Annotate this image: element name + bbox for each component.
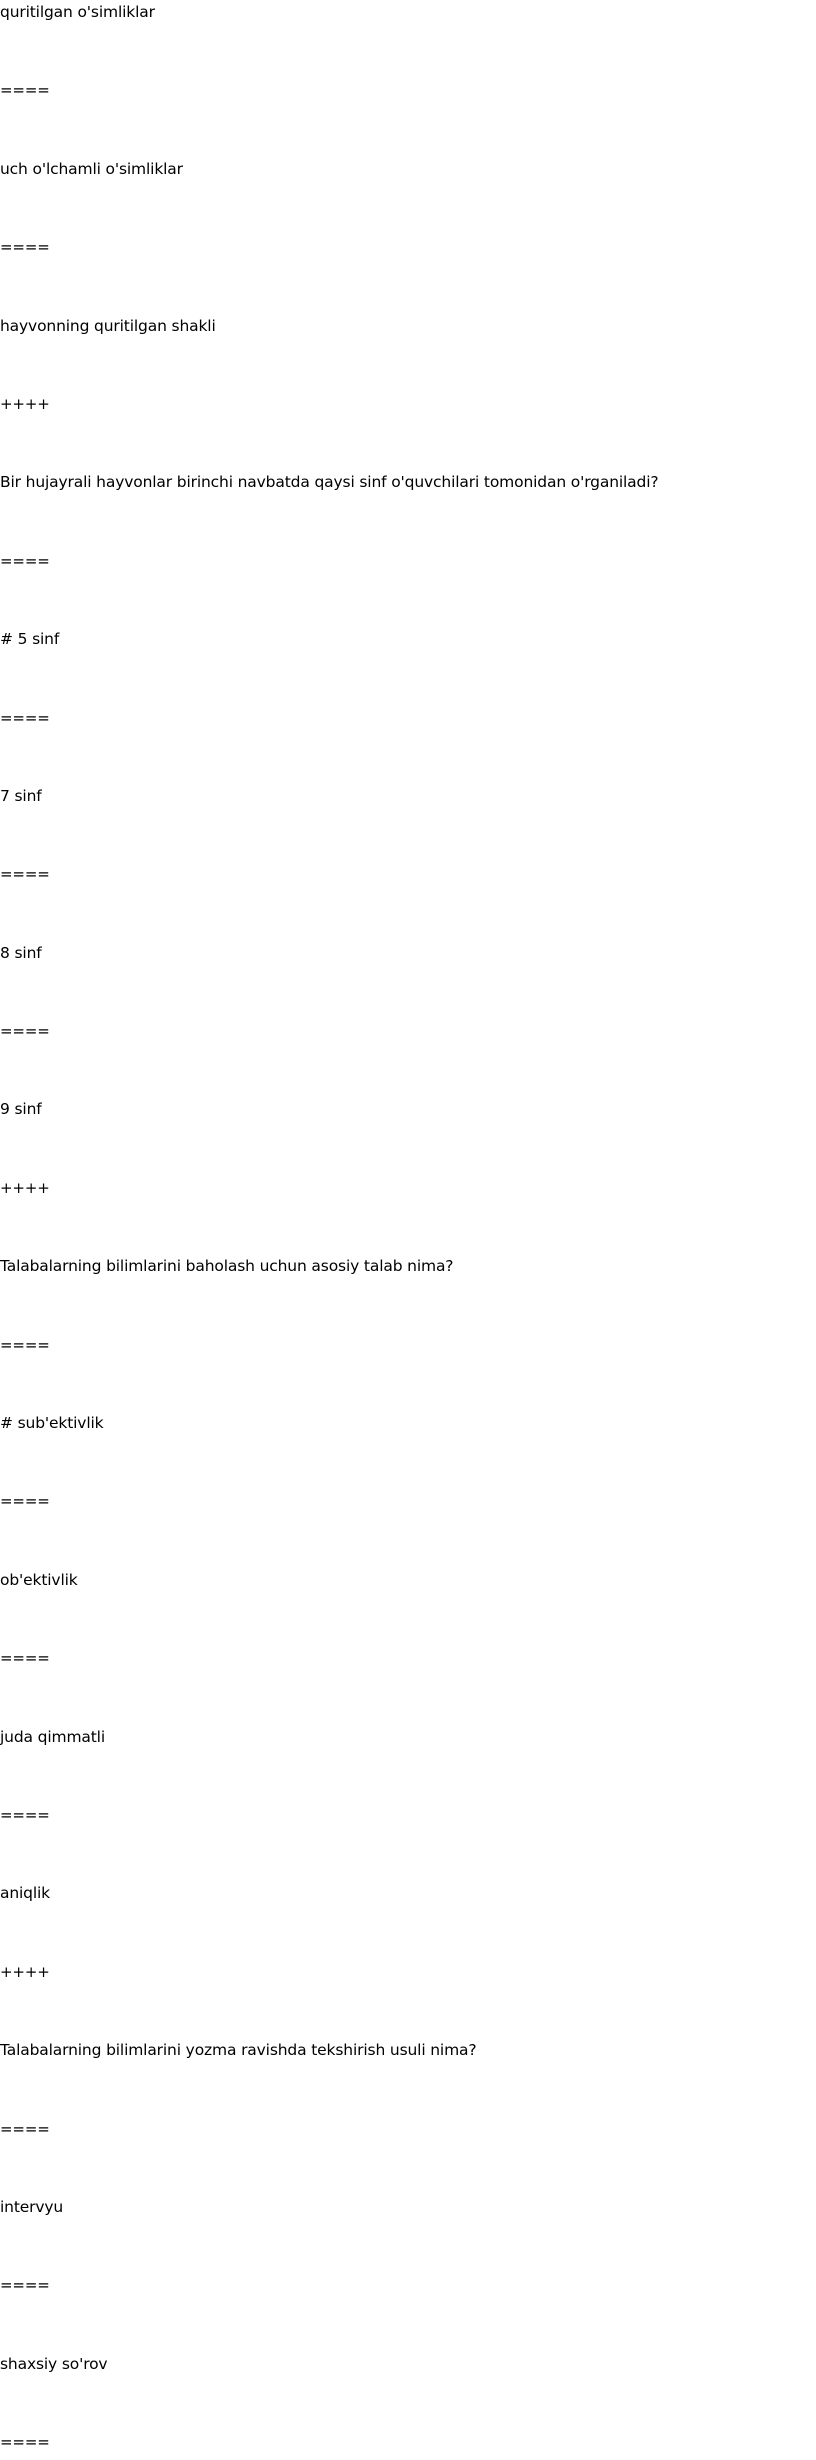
separator-line: ==== bbox=[0, 2119, 50, 2138]
question-separator-line: ++++ bbox=[0, 1962, 50, 1981]
separator-line: ==== bbox=[0, 1492, 50, 1511]
separator-line: ==== bbox=[0, 1805, 50, 1824]
correct-answer-line: # sub'ektivlik bbox=[0, 1414, 104, 1433]
answer-option-line: shaxsiy so'rov bbox=[0, 2354, 108, 2373]
separator-line: ==== bbox=[0, 1022, 50, 1041]
separator-line: ==== bbox=[0, 708, 50, 727]
separator-line: ==== bbox=[0, 551, 50, 570]
separator-line: ==== bbox=[0, 2276, 50, 2295]
question-separator-line: ++++ bbox=[0, 394, 50, 413]
answer-option-line: uch o'lchamli o'simliklar bbox=[0, 159, 183, 178]
answer-option-line: juda qimmatli bbox=[0, 1727, 105, 1746]
answer-option-line: 8 sinf bbox=[0, 943, 42, 962]
question-line: Bir hujayrali hayvonlar birinchi navbatda qaysi sinf o'quvchilari tomonidan o'rganiladi? bbox=[0, 473, 659, 492]
answer-option-line: ob'ektivlik bbox=[0, 1570, 78, 1589]
separator-line: ==== bbox=[0, 2433, 50, 2452]
separator-line: ==== bbox=[0, 81, 50, 100]
correct-answer-line: # 5 sinf bbox=[0, 630, 60, 649]
answer-option-line: aniqlik bbox=[0, 1884, 51, 1903]
separator-line: ==== bbox=[0, 238, 50, 257]
answer-option-line: 9 sinf bbox=[0, 1100, 42, 1119]
answer-option-line: quritilgan o'simliklar bbox=[0, 3, 155, 21]
separator-line: ==== bbox=[0, 1649, 50, 1668]
question-line: Talabalarning bilimlarini baholash uchun asosiy talab nima? bbox=[0, 1257, 454, 1276]
answer-option-line: hayvonning quritilgan shakli bbox=[0, 316, 216, 335]
separator-line: ==== bbox=[0, 1335, 50, 1354]
answer-option-line: intervyu bbox=[0, 2197, 64, 2216]
question-separator-line: ++++ bbox=[0, 1178, 50, 1197]
answer-option-line: 7 sinf bbox=[0, 786, 42, 805]
separator-line: ==== bbox=[0, 865, 50, 884]
question-line: Talabalarning bilimlarini yozma ravishda tekshirish usuli nima? bbox=[0, 2041, 477, 2060]
